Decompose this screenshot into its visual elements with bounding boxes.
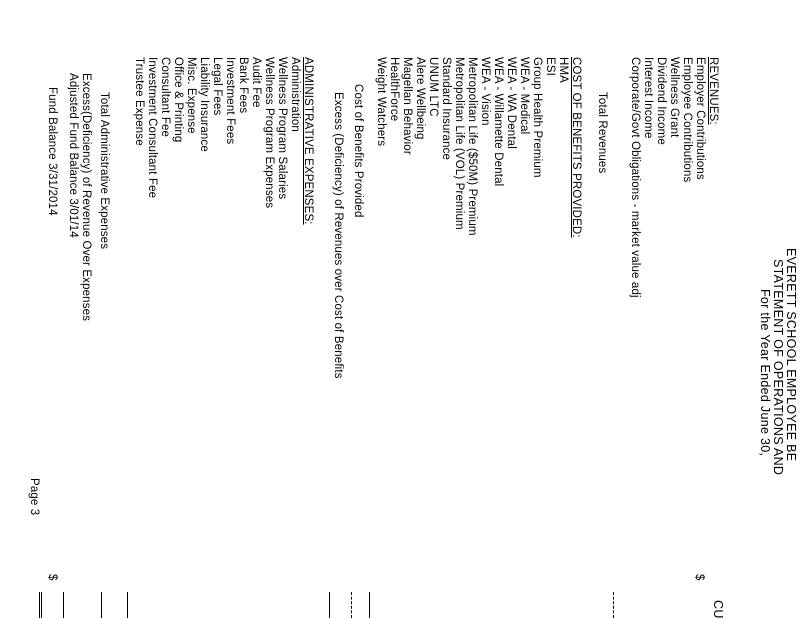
adjusted-fund-balance-label: Adjusted Fund Balance 3/01/14 xyxy=(67,73,79,238)
revenue-line-item: Wellness Grant xyxy=(668,57,680,138)
statement-period: For the Year Ended June 30, xyxy=(758,289,772,457)
excess-over-benefits-rule xyxy=(329,592,330,618)
statement-title: STATEMENT OF OPERATIONS AND xyxy=(771,259,785,476)
fund-balance-dollar-sign: $ xyxy=(46,574,58,581)
admin-line-item: Investment Consultant Fee xyxy=(146,57,158,199)
revenues-heading: REVENUES: xyxy=(707,57,719,125)
fund-balance-label: Fund Balance 3/31/2014 xyxy=(46,87,58,216)
benefits-subtotal-rule xyxy=(369,592,370,618)
admin-heading: ADMINISTRATIVE EXPENSES: xyxy=(302,57,314,225)
admin-line-item: Investment Fees xyxy=(224,57,236,145)
excess-over-benefits-label: Excess (Deficiency) of Revenues over Cost of Benefits xyxy=(332,92,344,379)
benefit-line-item: HMA xyxy=(557,57,569,84)
org-name: EVERETT SCHOOL EMPLOYEE BE xyxy=(784,248,798,462)
admin-line-item: Bank Fees xyxy=(237,57,249,114)
revenue-line-item: Employer Contributions xyxy=(694,57,706,180)
benefit-line-item: UNUM LTC xyxy=(427,57,439,117)
benefit-line-item: Group Health Premium xyxy=(531,57,543,178)
admin-line-item: Wellness Program Expenses xyxy=(263,57,275,209)
admin-line-item: Trustee Expense xyxy=(133,57,145,146)
admin-total-label: Total Administrative Expenses xyxy=(98,92,110,250)
fund-balance-rule xyxy=(63,592,64,618)
benefit-line-item: Magellan Behavior xyxy=(401,57,413,155)
revenue-line-item: Interest Income xyxy=(642,57,654,139)
benefit-line-item: WEA - WA Dental xyxy=(505,57,517,149)
admin-total-rule xyxy=(101,592,102,618)
excess-over-expenses-label: Excess(Deficiency) of Revenue Over Expenses xyxy=(80,73,92,322)
revenue-dollar-sign: $ xyxy=(693,574,705,581)
admin-line-item: Audit Fee xyxy=(250,57,262,108)
benefit-line-item: HealthForce xyxy=(388,57,400,122)
total-revenues-label: Total Revenues xyxy=(596,92,608,174)
admin-line-item: Office & Printing xyxy=(172,57,184,143)
revenue-line-item: Dividend Income xyxy=(655,57,667,145)
column-heading-fragment: CU xyxy=(711,600,725,619)
admin-subtotal-rule xyxy=(127,592,128,618)
benefit-line-item: Weight Watchers xyxy=(375,57,387,147)
revenue-line-item: Corporate/Govt Obligations - market value adj xyxy=(629,57,641,298)
admin-line-item: Wellness Program Salaries xyxy=(276,57,288,200)
admin-line-item: Consultant Fee xyxy=(159,57,171,138)
benefit-line-item: WEA - Medical xyxy=(518,57,530,135)
admin-line-item: Administration xyxy=(289,57,301,132)
benefits-total-rule xyxy=(351,592,352,618)
revenue-line-item: Employee Contributions xyxy=(681,57,693,183)
admin-line-item: Legal Fees xyxy=(211,57,223,116)
benefit-line-item: WEA - Vision xyxy=(479,57,491,126)
benefit-line-item: ESI xyxy=(544,57,556,76)
benefit-line-item: WEA - Willamette Dental xyxy=(492,57,504,187)
benefits-total-label: Cost of Benefits Provided xyxy=(352,84,364,218)
fund-balance-double-rule xyxy=(39,592,42,618)
page-number: Page 3 xyxy=(28,478,40,516)
benefits-heading: COST OF BENEFITS PROVIDED: xyxy=(570,57,582,238)
admin-line-item: Liability Insurance xyxy=(198,57,210,152)
admin-line-item: Misc. Expense xyxy=(185,57,197,134)
benefit-line-item: Metropolitan Life ($50M) Premium xyxy=(466,57,478,236)
benefit-line-item: Metropolitan Life (VOL) Premium xyxy=(453,57,465,230)
revenue-subtotal-rule xyxy=(613,592,614,618)
benefit-line-item: Alere Wellbeing xyxy=(414,57,426,140)
benefit-line-item: Standard Insurance xyxy=(440,57,452,161)
